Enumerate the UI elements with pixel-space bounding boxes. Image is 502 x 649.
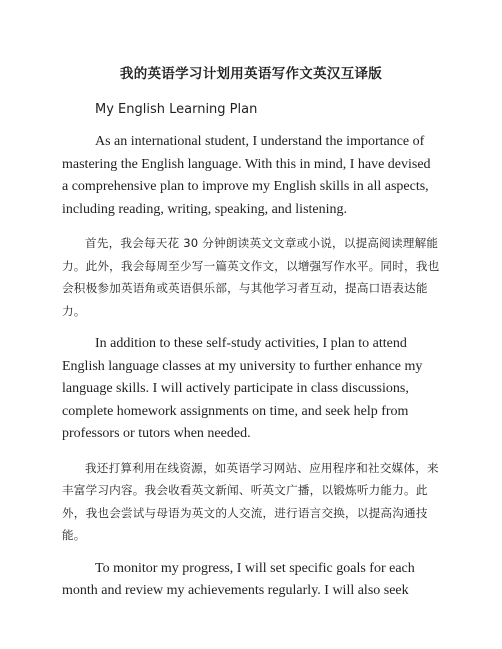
document-title: 我的英语学习计划用英语写作文英汉互译版	[119, 66, 383, 82]
paragraph-5: To monitor my progress, I will set specific goals for each month and review my achievements regularly. I will also seek	[62, 560, 415, 598]
paragraph-1: As an international student, I understand the importance of mastering the English language. With this in mind, I have devised a comprehensive plan to improve my English skills in all aspects, including reading, writing, speaking, and listening.	[62, 134, 431, 217]
paragraph-3: In addition to these self-study activities, I plan to attend English language classes at my university to further enhance my language skills. I will actively participate in class discussions, complete homework assignments on time, and seek help from professors or tutors when needed.	[62, 336, 423, 441]
paragraph-2: 首先，我会每天花 30 分钟朗读英文文章或小说，以提高阅读理解能力。此外，我会每周至少写一篇英文作文，以增强写作水平。同时，我也会积极参加英语角或英语俱乐部，与其他学习者互动，提高口语表达能力。	[62, 236, 440, 318]
paragraph-4: 我还打算利用在线资源，如英语学习网站、应用程序和社交媒体，来丰富学习内容。我会收看英文新闻、听英文广播，以锻炼听力能力。此外，我也会尝试与母语为英文的人交流，进行语言交换，以提高沟通技能。	[62, 460, 439, 542]
document-subtitle: My English Learning Plan	[95, 102, 258, 117]
